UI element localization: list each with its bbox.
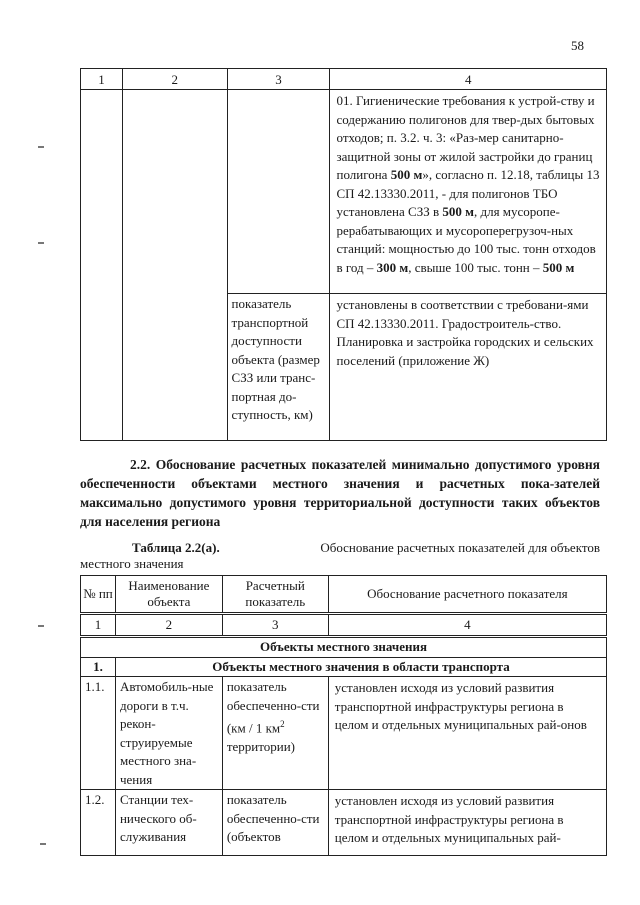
header-cell: 4 (330, 69, 607, 90)
number-cell: 3 (222, 614, 328, 637)
object-name: Автомобиль-ные дороги в т.ч. рекон-струируемые местного зна-чения (115, 677, 222, 790)
group-title: Объекты местного значения (81, 637, 607, 658)
object-name: Станции тех-нического об-служивания (115, 790, 222, 856)
text-fragment: , для мусоропе-рерабатывающих и мусороперегрузоч-ных станций: мощностью до 100 тыс. тонн отходов в год – (336, 204, 596, 275)
header-cell: Наименование объекта (115, 576, 222, 614)
indicator-text: показатель обеспеченно-сти (км / 1 км (226, 679, 320, 736)
header-cell: Обоснование расчетного показателя (328, 576, 606, 614)
subgroup-row (81, 657, 607, 677)
table-header-row (81, 576, 607, 614)
header-cell: 2 (122, 69, 227, 90)
indicator-superscript: 2 (280, 719, 285, 729)
bold-value: 300 м (376, 259, 409, 275)
number-cell: 4 (328, 614, 606, 637)
indicator-cell (222, 677, 328, 790)
header-cell: Расчетный показатель (222, 576, 328, 614)
row-number: 1.2. (81, 790, 116, 856)
table-header-row (81, 69, 607, 90)
scan-mark (40, 843, 46, 845)
table-caption-text-2: местного значения (80, 556, 184, 571)
text-fragment: », согласно п. 12.18, таблицы 13 СП 42.13330.2011, - для полигонов ТБО установлена СЗЗ в (336, 167, 600, 219)
table-caption (80, 540, 600, 572)
header-cell: 1 (81, 69, 123, 90)
row-number: 1.1. (81, 677, 116, 790)
continuation-table (80, 68, 607, 441)
text-fragment: 01. Гигиенические требования к устрой-ству и содержанию полигонов для твер-дых бытовых отходов; п. 3.2. ч. 3: «Раз-мер санитарно-защитной зоны от жилой застройки до границ полигона (336, 93, 595, 182)
number-cell: 1 (81, 614, 116, 637)
section-title: 2.2. Обоснование расчетных показателей минимально допустимого уровня обеспеченности объектами местного значения и расчетных пока-зателей максимально допустимого уровня территориальной доступности таких объектов для населения региона (80, 457, 600, 529)
scan-mark (38, 242, 44, 244)
bold-value: 500 м (442, 204, 474, 219)
empty-cell (122, 90, 227, 441)
indicator-tail: территории) (226, 738, 296, 754)
page-number: 58 (571, 38, 584, 53)
number-cell: 2 (115, 614, 222, 637)
hygiene-requirements-text (330, 90, 607, 294)
table-row (81, 677, 607, 790)
table-row (81, 790, 607, 856)
scan-mark (38, 146, 44, 148)
header-cell: № пп (81, 576, 116, 614)
basis-cell: установлен исходя из условий развития транспортной инфраструктуры региона в целом и отдельных муниципальных рай- (328, 790, 606, 856)
subgroup-title: Объекты местного значения в области транспорта (115, 657, 606, 677)
indicator-cell: показатель транспортной доступности объекта (размер СЗЗ или транс-портная до-ступность, км) (227, 294, 330, 441)
scan-mark (38, 625, 44, 627)
indicator-cell: показатель обеспеченно-сти (объектов (222, 790, 328, 856)
main-table (80, 575, 607, 856)
text-fragment: , свыше 100 тыс. тонн – (408, 259, 543, 275)
bold-value: 500 м (390, 167, 423, 182)
table-row (81, 90, 607, 294)
header-cell: 3 (227, 69, 330, 90)
table-caption-label: Таблица 2.2(а). (132, 540, 220, 555)
table-caption-text: Обоснование расчетных показателей для объектов (320, 540, 600, 555)
empty-cell (81, 90, 123, 441)
number-row (81, 614, 607, 637)
bold-value: 500 м (542, 259, 575, 275)
basis-cell: установлен исходя из условий развития транспортной инфраструктуры региона в целом и отдельных муниципальных рай-онов (328, 677, 606, 790)
basis-cell: установлены в соответствии с требовани-ями СП 42.13330.2011. Градостроитель-ство. Планировка и застройка городских и сельских поселений (приложение Ж) (330, 294, 607, 441)
empty-cell (227, 90, 330, 294)
subgroup-number: 1. (81, 657, 116, 677)
group-row (81, 637, 607, 658)
